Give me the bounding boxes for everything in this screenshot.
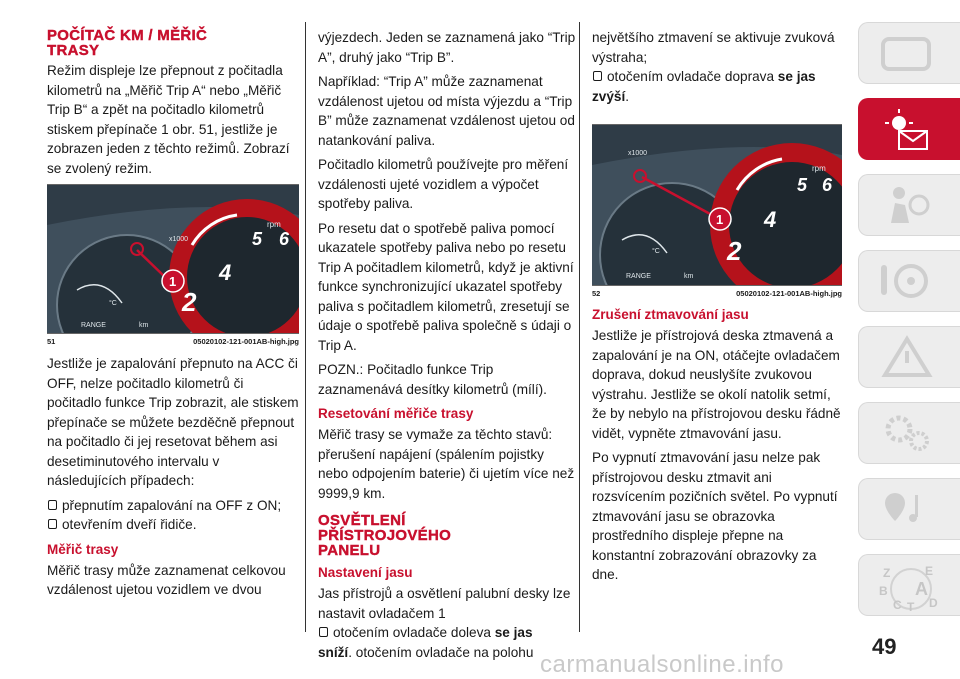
km-label: km [684, 273, 694, 280]
paragraph: největšího ztmavení se aktivuje zvuková výstraha; [592, 30, 835, 65]
bullet-box-icon [593, 71, 602, 81]
rpm-digit: 5 [797, 175, 808, 195]
tab-warning-lights[interactable] [858, 98, 960, 160]
subheading-brightness: Nastavení jasu [318, 565, 413, 580]
column-1 [47, 28, 299, 605]
rpm-digit: 5 [252, 229, 263, 249]
paragraph: výjezdech. Jeden se zaznamená jako “Trip A”, druhý jako “Trip B”. [318, 30, 576, 65]
navigation-music-icon [877, 487, 937, 531]
tab-index[interactable] [858, 554, 960, 616]
paragraph: Po vypnutí ztmavování jasu nelze pak přístrojovou desku ztmavit ani rozsvícením pozičních světel. Po vypnutí ztmavování jasu se obrazovka prostředního displeje přepne na konstantní zobrazování obrazovky za dne. [592, 450, 838, 582]
svg-text:Z: Z [883, 566, 891, 580]
bullet-text: otočením ovladače doprava se jas zvýší. [592, 69, 816, 104]
figure-number: 52 [592, 289, 601, 298]
paragraph: Počitadlo kilometrů používejte pro měření vzdálenosti ujeté vozidlem a výpočet spotřeby paliva. [318, 157, 569, 211]
paragraph: Jestliže je zapalování přepnuto na ACC či OFF, nelze počitadlo kilometrů či počitadlo funkce Trip zobrazit, ale stiskem přepínače se můžete bezděčně přepnout na počitadlo či jej resetovat během asi desetiminutového intervalu v následujících případech: [47, 356, 299, 488]
title-line: POČÍTAČ KM / MĚŘIČ [47, 27, 208, 44]
rpm-digit: 4 [764, 207, 777, 232]
subheading-trip: Měřič trasy [47, 541, 119, 557]
paragraph: Měřič trasy se vymaže za těchto stavů: přerušení napájení (spálením pojistky nebo odpojením baterie) či ujetím více než 9999,9 km. [318, 427, 575, 501]
figure-code: 05020102-121-001AB-high.jpg [193, 337, 299, 346]
svg-text:A: A [915, 579, 928, 599]
x1000-label: x1000 [628, 150, 648, 157]
rpm-label: rpm [267, 220, 281, 229]
bullet-text: přepnutím zapalování na OFF z ON; [62, 497, 282, 513]
car-icon [877, 31, 937, 75]
instrument-cluster-image [47, 185, 299, 333]
tab-car[interactable] [858, 22, 960, 84]
svg-text:D: D [929, 596, 938, 610]
bullet-box-icon [48, 519, 57, 529]
paragraph: Jas přístrojů a osvětlení palubní desky lze nastavit ovladačem 1 [318, 586, 571, 621]
title-line: OSVĚTLENÍ [318, 512, 406, 529]
range-label: RANGE [81, 322, 106, 329]
rpm-digit: 2 [182, 287, 197, 317]
chapter-tabs [854, 0, 960, 640]
subheading-cancel-dimming: Zrušení ztmavování jasu [592, 307, 749, 322]
warning-triangle-icon [877, 335, 937, 379]
range-label: RANGE [626, 273, 651, 280]
bullet-item [318, 623, 576, 662]
paragraph: POZN.: Počitadlo funkce Trip zaznamenává desítky kilometrů (mílí). [318, 362, 547, 397]
tab-airbag[interactable] [858, 174, 960, 236]
title-line: PANELU [318, 542, 381, 559]
figure-52 [592, 124, 842, 286]
tab-multimedia[interactable] [858, 478, 960, 540]
temp-label: °C [109, 300, 117, 307]
section-title-lighting [318, 513, 576, 558]
rpm-digit: 2 [727, 236, 742, 266]
paragraph: Například: “Trip A” může zaznamenat vzdálenost ujetou od místa výjezdu a “Trip B” může zaznamenat vzdálenost ujetou od natankování paliva. [318, 74, 575, 148]
column-divider [579, 22, 580, 632]
svg-text:C: C [893, 598, 902, 612]
airbag-icon [877, 183, 937, 227]
title-line: PŘÍSTROJOVÉHO [318, 527, 452, 544]
rpm-label: rpm [812, 164, 826, 173]
x1000-label: x1000 [169, 236, 189, 243]
subheading-reset: Resetování měřiče trasy [318, 406, 474, 421]
bullet-text: otevřením dveří řidiče. [62, 517, 197, 532]
bullet-item [47, 496, 299, 516]
gears-icon [877, 411, 937, 455]
column-3 [592, 28, 842, 590]
figure-code: 05020102-121-001AB-high.jpg [736, 289, 842, 298]
callout-number: 1 [716, 212, 724, 227]
temp-label: °C [652, 248, 660, 255]
rpm-digit: 6 [822, 175, 833, 195]
svg-text:T: T [907, 600, 915, 613]
paragraph: Jestliže je přístrojová deska ztmavená a zapalování je na ON, otáčejte ovladačem doprava, dokud neuslyšíte zvukovou výstrahu. Jestliže se okolí natolik setmí, že by nebylo na přístrojovou desku řádně vidět, vypněte ztmavování jasu. [592, 328, 841, 441]
column-2 [318, 28, 576, 662]
bullet-text: otočením ovladače doleva se jas sníží. otočením ovladače na polohu [318, 625, 534, 660]
bullet-item [47, 515, 299, 535]
column-divider [305, 22, 306, 632]
rpm-digit: 6 [279, 229, 290, 249]
paragraph: Režim displeje lze přepnout z počitadla kilometrů na „Měřič Trip A“ nebo „Měřič Trip B“ a zpět na počitadlo kilometrů stiskem přepínače 1 obr. 51, jestliže je zobrazen jeden z těchto režimů. Zobrazí se zvolený režim. [47, 63, 290, 176]
instrument-cluster-image [592, 125, 842, 285]
alphabet-index-icon [877, 563, 947, 613]
rpm-digit: 4 [219, 260, 232, 285]
km-label: km [139, 322, 149, 329]
figure-number: 51 [47, 337, 56, 346]
bullet-box-icon [319, 627, 328, 637]
figure-51 [47, 184, 299, 334]
watermark: carmanualsonline.info [540, 651, 784, 678]
callout-number: 1 [169, 274, 177, 289]
tab-maintenance[interactable] [858, 402, 960, 464]
figure-caption [592, 289, 842, 298]
page-number: 49 [872, 634, 897, 659]
paragraph: Měřič trasy může zaznamenat celkovou vzdálenost ujetou vozidlem ve dvou [47, 562, 286, 597]
svg-text:E: E [925, 564, 934, 578]
section-title-odometer [47, 28, 299, 58]
title-line: TRASY [47, 42, 100, 59]
figure-caption [47, 337, 299, 346]
tab-emergency[interactable] [858, 326, 960, 388]
steering-wheel-icon [877, 259, 937, 303]
bullet-box-icon [48, 500, 57, 510]
svg-text:B: B [879, 584, 888, 598]
bullet-item [592, 67, 842, 106]
warning-lights-icon [877, 107, 937, 151]
tab-steering[interactable] [858, 250, 960, 312]
paragraph: Po resetu dat o spotřebě paliva pomocí ukazatele spotřeby paliva nebo po resetu Trip A počitadlem kilometrů, když je aktivní funkce synchronizující ukazatel spotřeby paliva s počitadlem kilometrů, zresetují se údaje o spotřebě paliva společně s údaji o Trip A. [318, 220, 574, 353]
